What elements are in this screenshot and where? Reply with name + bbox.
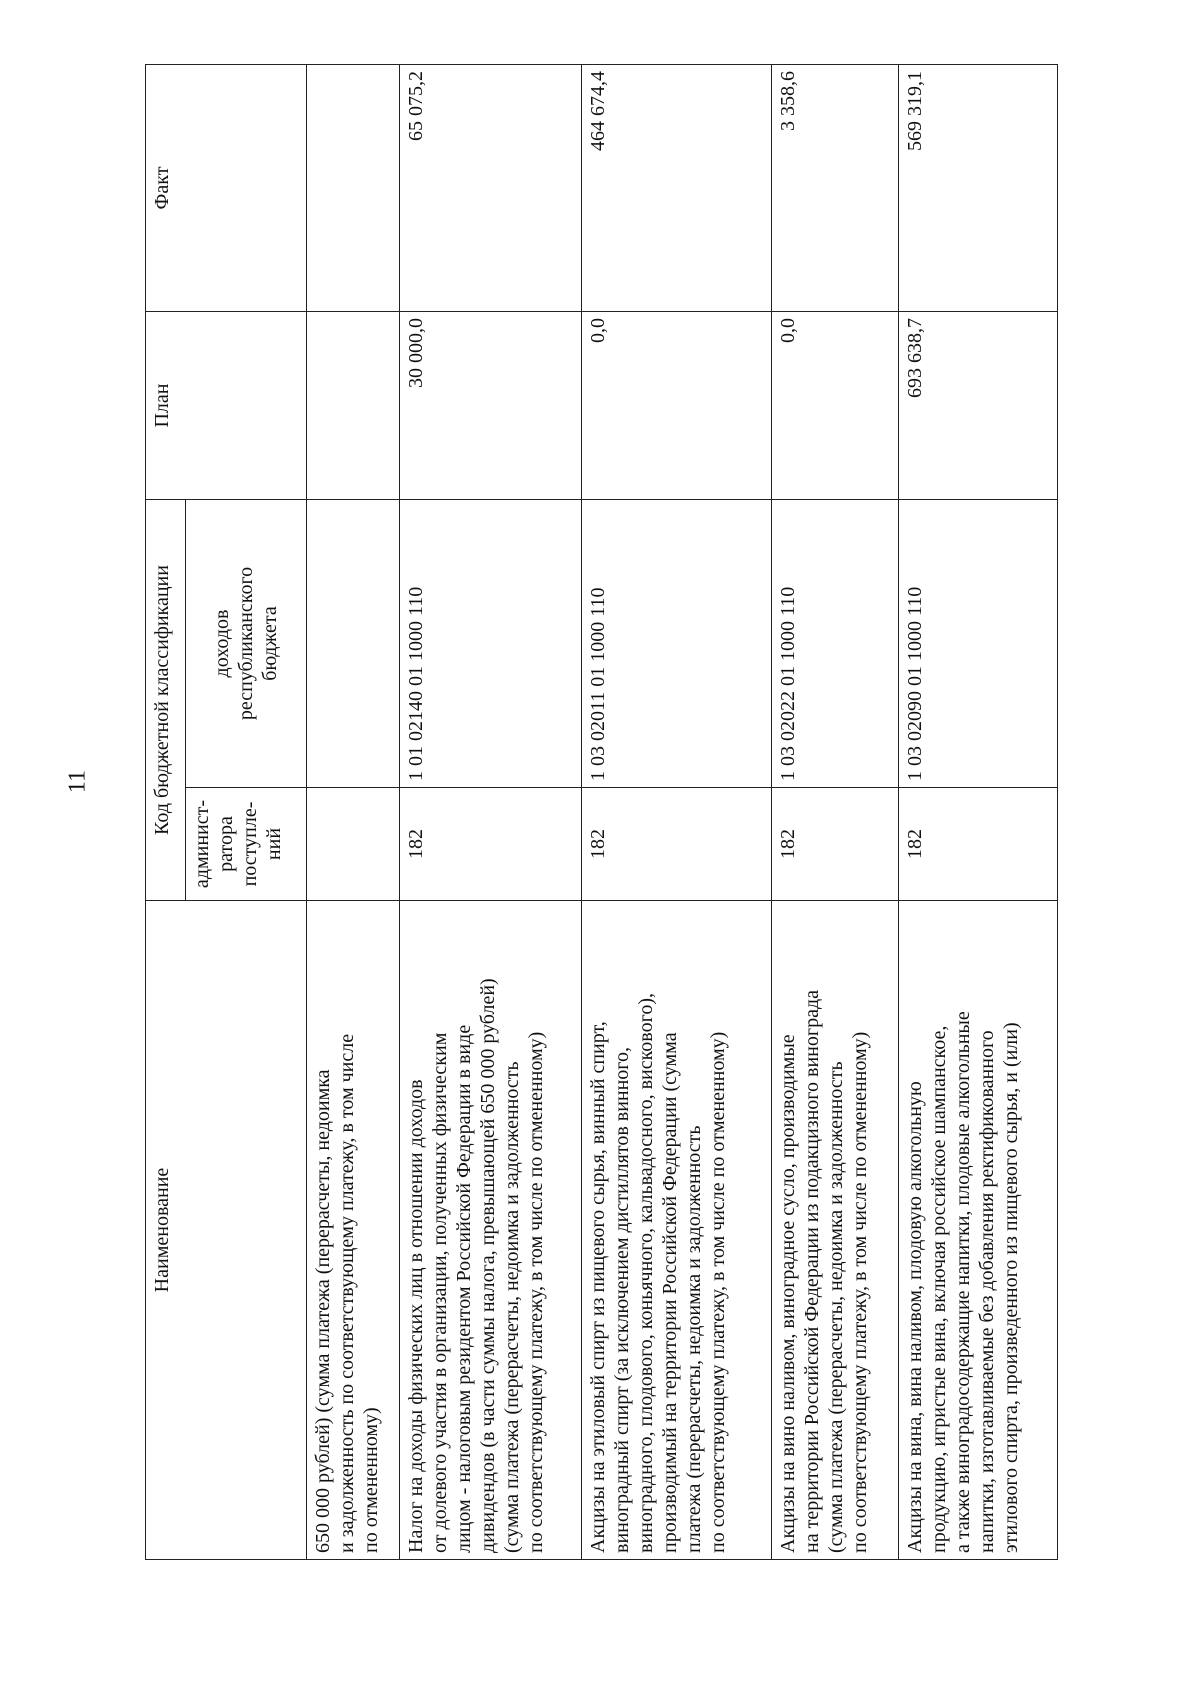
- row-plan: 0,0: [772, 312, 899, 500]
- budget-table: [145, 64, 1058, 1560]
- table-row: [399, 65, 581, 1560]
- row-fact: 464 674,4: [581, 65, 771, 312]
- header-fact: Факт: [146, 65, 307, 312]
- row-fact: 65 075,2: [399, 65, 581, 312]
- row-code: 1 03 02022 01 1000 110: [772, 500, 899, 788]
- row-name: Акцизы на этиловый спирт из пищевого сырья, винный спирт, виноградный спирт (за исключением дистиллятов винного, виноградного, плодового, коньячного, кальвадосного, вискового), производимый на территории Российской Федерации (сумма платежа (перерасчеты, недоимка и задолженность по соответствующему платежу, в том числе по отмененному): [581, 901, 771, 1560]
- row-admin: [306, 788, 399, 901]
- row-plan: 0,0: [581, 312, 771, 500]
- row-name: Налог на доходы физических лиц в отношении доходов от долевого участия в организации, полученных физическим лицом - налоговым резидентом Российской Федерации в виде дивидендов (в части суммы налога, превышающей 650 000 рублей) (сумма платежа (перерасчеты, недоимка и задолженность по соответствующему платежу, в том числе по отмененному): [399, 901, 581, 1560]
- table-row: [899, 65, 1058, 1560]
- row-admin: 182: [899, 788, 1058, 901]
- row-code: 1 03 02011 01 1000 110: [581, 500, 771, 788]
- row-name: Акцизы на вина, вина наливом, плодовую алкогольную продукцию, игристые вина, включая российское шампанское, а также виноградосодержащие напитки, плодовые алкогольные напитки, изготавливаемые без добавления ректификованного этилового спирта, произведенного из пищевого сырья, и (или): [899, 901, 1058, 1560]
- row-admin: 182: [399, 788, 581, 901]
- row-plan: [306, 312, 399, 500]
- table-row: [581, 65, 771, 1560]
- row-code: [306, 500, 399, 788]
- header-name: Наименование: [146, 901, 307, 1560]
- row-fact: 569 319,1: [899, 65, 1058, 312]
- row-plan: 30 000,0: [399, 312, 581, 500]
- row-name: Акцизы на вино наливом, виноградное сусло, производимые на территории Российской Федерации из подакцизного винограда (сумма платежа (перерасчеты, недоимка и задолженность по соответствующему платежу, в том числе по отмененному): [772, 901, 899, 1560]
- row-admin: 182: [772, 788, 899, 901]
- row-fact: [306, 65, 399, 312]
- header-admin: админист- ратора поступле- ний: [186, 788, 307, 901]
- page-number: 11: [64, 769, 91, 794]
- row-admin: 182: [581, 788, 771, 901]
- rotated-table-wrapper: [145, 65, 1058, 1560]
- row-code: 1 01 02140 01 1000 110: [399, 500, 581, 788]
- table-row: [306, 65, 399, 1560]
- header-revenue: доходов республиканского бюджета: [186, 500, 307, 788]
- table-row: [772, 65, 899, 1560]
- row-code: 1 03 02090 01 1000 110: [899, 500, 1058, 788]
- header-code-group: Код бюджетной классификации: [146, 500, 186, 901]
- row-name: 650 000 рублей) (сумма платежа (перерасчеты, недоимка и задолженность по соответствующему платежу, в том числе по отмененному): [306, 901, 399, 1560]
- row-plan: 693 638,7: [899, 312, 1058, 500]
- header-plan: План: [146, 312, 307, 500]
- row-fact: 3 358,6: [772, 65, 899, 312]
